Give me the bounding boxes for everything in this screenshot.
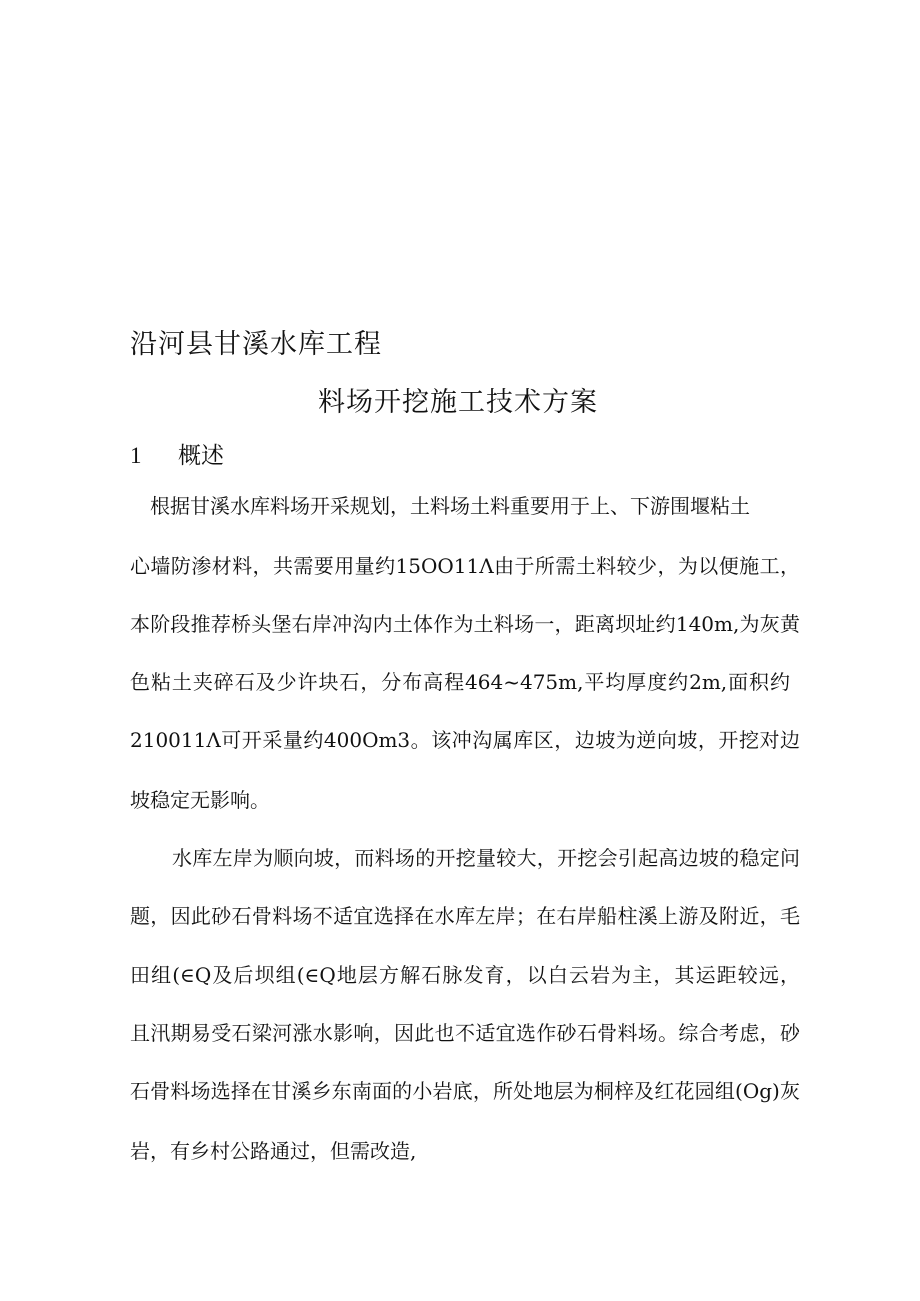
- document-title-plan: 料场开挖施工技术方案: [318, 387, 598, 418]
- paragraph-line: 田组(∈Q及后坝组(∈Q地层方解石脉发育，以白云岩为主，其运距较远，: [130, 963, 800, 987]
- paragraph-line: 题，因此砂石骨料场不适宜选择在水库左岸；在右岸船柱溪上游及附近，毛: [130, 904, 800, 928]
- paragraph-line: 石骨料场选择在甘溪乡东南面的小岩底，所处地层为桐梓及红花园组(Og)灰: [130, 1079, 800, 1103]
- paragraph-line: 本阶段推荐桥头堡右岸冲沟内土体作为土料场一，距离坝址约140m,为灰黄: [130, 612, 800, 636]
- section-title: 概述: [178, 443, 224, 469]
- paragraph-line: 水库左岸为顺向坡，而料场的开挖量较大，开挖会引起高边坡的稳定问: [172, 846, 800, 870]
- section-heading: [130, 437, 224, 470]
- section-number: 1: [130, 443, 142, 468]
- paragraph-line: 且汛期易受石梁河涨水影响，因此也不适宜选作砂石骨料场。综合考虑，砂: [130, 1021, 800, 1045]
- paragraph-line: 根据甘溪水库料场开采规划，土料场土料重要用于上、下游围堰粘土: [150, 494, 750, 518]
- document-title-project: 沿河县甘溪水库工程: [130, 329, 382, 360]
- paragraph-line: 心墙防渗材料，共需要用量约15OO11Λ由于所需土料较少，为以便施工，: [130, 554, 800, 578]
- paragraph-line: 坡稳定无影响。: [130, 788, 270, 812]
- paragraph-line: 色粘土夹碎石及少许块石，分布高程464~475m,平均厚度约2m,面积约: [130, 670, 790, 694]
- paragraph-line: 210011Λ可开采量约400Om3。该冲沟属库区，边坡为逆向坡，开挖对边: [130, 728, 800, 752]
- paragraph-line: 岩，有乡村公路通过，但需改造,: [130, 1139, 417, 1163]
